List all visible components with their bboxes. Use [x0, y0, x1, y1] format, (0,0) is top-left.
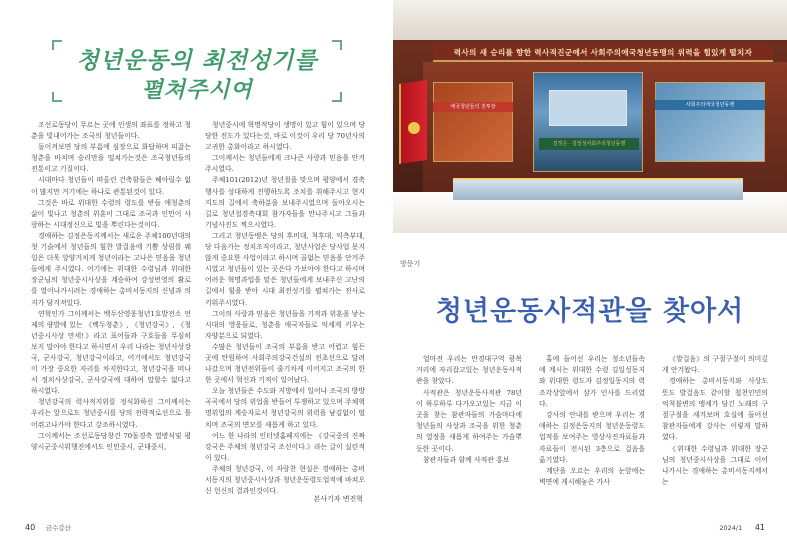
left-column-2: [205, 120, 365, 505]
paragraph: 경애하는 김정은동지께서는 새로운 주체100년대의 첫 기슭에서 청년들의 힘찬 발걸음에 기쁨 상림를 웨일은 더욱 앙양거치게 청년이라는 고나은 믿음을 청년들에게 주시였다. 어기에는 위대한 수령님과 위대한 장군님의 청년중시사상을 계승하여 강성번영의 활로를 열어나가시려는 경애하는 총비서동지의 신념과 의지가 담겨져있다.: [31, 231, 191, 307]
left-folio: [25, 523, 71, 532]
paragraph: 청년강국의 력사적지위를 정식화하신 그이께서는 우리는 앞으로도 청년중시를 당의 전략적로선으로 틀어쥐고나가야 한다고 강조하시였다.: [31, 398, 191, 429]
paragraph: 그이의 사랑과 믿음은 청년들을 기적과 위훈을 낳는 시대의 영웅들로, 청춘을 애국자들로 억세게 키우는 자양분으로 되였다.: [205, 309, 365, 340]
photo-sign-right: 사회주의애국청년동맹: [655, 100, 765, 110]
paragraph: 그리고 청년동맹은 당의 후비대, 척후대, 익측부대, 당 다음가는 정치조직이라고, 청년사업은 당사업 못지 않게 중요한 사업이라고 하시며 골없는 믿음을 안겨주시였고 청년들이 있는 곳은다 가보아야 한다고 하시며 어려운 혁명과업을 맡은 청년들에게 보내주신 고난의 길에서 힘을 받아 시대 최전성기를 펼쳐가는 전사로 키워주시였다.: [205, 231, 365, 307]
page-number: 40: [25, 523, 36, 532]
right-folio: [719, 523, 765, 532]
article-title: 청년운동사적관을 찾아서: [435, 296, 745, 327]
paragraph: 연혁인가 그이께서는 백두산영웅청년1호발전소 언제의 량발에 있는 《백두청춘》, 《청년강국》, 《청년중시사상 만세!》라고 표어들과 구호들을 무심히 보지 말아야 한다고 하시면서 우리 나라는 청년사상강국, 군사강국, 청년강국이라고, 어기에서도 청년강국이 가장 중요한 자리를 차지한다고, 청년강국을 떠나서 정치사상강국, 군사강국에 대하여 말할수 없다고 하시였다.: [31, 309, 191, 396]
paragraph: 돌이켜보면 당의 부름에 심장으로 화답하며 피끓는 청춘을 바치며 승리만을 떨쳐가는것은 조국청년들의 전통이고 기질이다.: [31, 143, 191, 174]
photo-screen-caption: 김정은 · 김일성사회주의청년동맹: [539, 138, 639, 150]
paragraph: 계단을 오르는 우리의 눈앞에는 벽면에 게시해놓은 가사: [539, 467, 645, 487]
paragraph: 강사의 안내를 받으며 우리는 경애하는 김정은동지의 청년운동령도업적을 보여주는 영상사진자료들과 자료들이 전시된 3층으로 걸음을 옮기였다.: [539, 411, 645, 464]
article-title-line-2: 펼쳐주시여: [141, 77, 253, 103]
photo-banner-text: 력사의 새 승리를 향한 력사적진군에서 사회주의애국청년동맹의 위력을 힘있게 떨치자: [453, 48, 753, 57]
photo-banner: [433, 44, 773, 62]
magazine-name: 금수강산: [45, 524, 71, 532]
paragraph: 얼마전 우리는 만경대구역 광복거리에 자리잡고있는 청년운동사적관을 찾았다.: [416, 355, 522, 386]
photo-ceiling: [393, 0, 787, 40]
photo-display-panel-left: [433, 82, 513, 162]
left-column-1: [31, 120, 191, 505]
paragraph: 수많은 청년들이 조국의 부름을 받고 어렵고 힘든 곳에 탄원하여 사회주의강국건설의 전초선으로 달려나갔으며 청년전위들이 줄기차게 이어지고 조국의 한 한 곳에서 혁신과 기적이 일어났다.: [205, 342, 365, 385]
paragraph: 사적관은 청년운동사적관 78년이 하루하루 다가오고있는 지금 이곳을 찾는 참관자들의 가슴마다에 청년들의 사상과 조국을 위한 청춘의 열정을 새롭게 하여주는 가슴뿌듯한 곳이다.: [416, 388, 522, 453]
photo-display-panel-right: [655, 82, 765, 162]
paragraph: 조선로동당이 무르는 곳에 인생의 좌표를 정하고 청춘을 빛내어가는 조국의 청년들이다.: [31, 121, 191, 141]
paragraph: 그이께서는 조선로동당창건 70돌경축 열병식및 평양시군중시위행진에서도 인민중시, 군대중시,: [31, 431, 191, 451]
page-number: 41: [754, 523, 765, 532]
paragraph: 참관자들과 함께 사적관 홍보: [423, 455, 510, 464]
right-article-body: [416, 354, 768, 514]
paragraph: 주체의 청년강국, 이 자랑찬 현실은 경애하는 총비서동지의 청년중시사상과 청년운동령도업적에 바쳐오신 헌신의 결과인것이다.: [205, 464, 365, 496]
paragraph: 《위대한 수령님과 위대한 장군님의 청년중시사상을 그대로 이어나가시는 경애하는 총비서동지께서는: [662, 444, 768, 487]
flag-emblem-icon: [408, 122, 420, 134]
photo-sign-left: 애국청년들의 전투장: [433, 102, 513, 112]
right-column-3: [662, 354, 768, 514]
right-column-1: [416, 354, 522, 514]
left-page: [0, 0, 393, 551]
paragraph: 그이께서는 청년들에게 크나큰 사랑과 믿음을 안겨주시였다.: [205, 154, 365, 174]
paragraph: 청년중시에 혁명적당이 생명이 있고 힘이 있으며 당당한 전도가 있다는것, 바로 이것이 우리 당 70년사의 고귀한 총화이라고 하시였다.: [205, 121, 365, 152]
paragraph: 주체101(2012)년 청년절을 맞으며 평양에서 경축행사를 성대하게 진행하도록 조치를 취해주시고 현지지도의 길에서 축하분을 보내주시였으며 돌아오시는 길로 청년절경축대회 참가자들을 만나주시고 그들과 기념사진도 찍으시였다.: [205, 176, 365, 229]
left-article-body: [31, 120, 365, 505]
article-title-box: [52, 40, 342, 102]
photo-display-case: [453, 178, 743, 200]
paragraph: 시대마다 청년들이 떠올린 건축함들은 헤아릴수 없이 많지만 거기에는 하나로 관통된것이 있다.: [31, 176, 191, 196]
byline: 본사기자 변진혁: [313, 495, 363, 503]
right-column-2: [539, 354, 645, 514]
paragraph: 홀에 들어선 우리는 청소년들속에 계시는 위대한 수령 김일성동지와 위대한 령도자 김정일동지의 력조각상앞에서 삼가 인사를 드리였다.: [539, 355, 645, 408]
photo-center-screen: [549, 90, 627, 126]
issue-number: 2024/1: [719, 524, 743, 532]
paragraph: 그것은 바로 위대한 수령의 령도를 받들 애청춘의 삶이 빛나고 청춘의 위훈이 그대로 조국과 인민이 사랑하는 시대정신으로 빛을 뿌린다는것이다.: [31, 198, 191, 229]
paragraph: 경애하는 총비서동지와 사상도 뜻도 발걸음도 같이할 철천인민의 억척불변의 맹세가 담긴 노래의 구절구절을 새겨보며 호실에 들어선 참관자들에게 강사는 이렇게 말하였다.: [662, 377, 768, 442]
right-page: [393, 0, 787, 551]
exhibition-hall-photo: [393, 0, 787, 233]
article-title-line-1: 청년운동의 최전성기를: [76, 47, 318, 74]
paragraph: 어느 한 나라의 인터넷홈페지에는 《강국중의 진짜강국은 주체의 청년강국 조선이다.》라는 글이 실린적이 있다.: [205, 431, 365, 462]
paragraph: 오늘 청년들은 수도와 지방에서 일어나 조국의 방방곡곡에서 당의 위업을 받들어 투쟁하고 있으며 주체혁명위업의 계승자로서 청년강국의 위력을 남김없이 떨치며 조국의 면모를 새롭게 하고 있다.: [205, 387, 365, 429]
section-label: 방문기: [400, 260, 421, 268]
paragraph: 《발걸음》의 구절구절이 의미깊게 안겨왔다.: [662, 355, 768, 375]
